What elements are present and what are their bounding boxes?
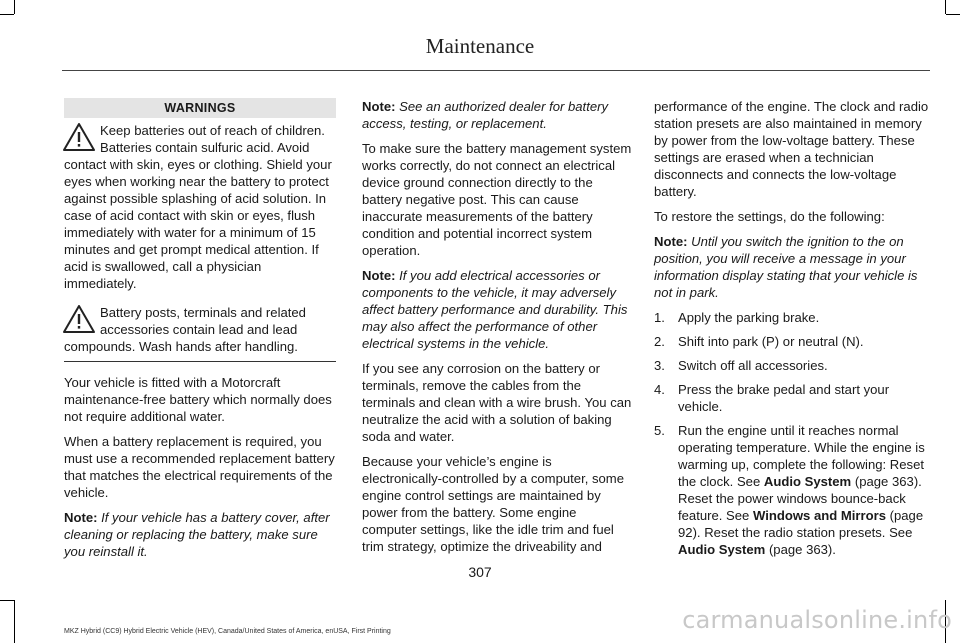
warning-text: Battery posts, terminals and related accessories contain lead and lead compounds. Wash hands after handling. [64, 305, 306, 354]
note [362, 267, 634, 352]
page-title: Maintenance [425, 34, 535, 58]
crop-mark [14, 0, 15, 14]
warnings-heading: WARNINGS [64, 98, 336, 118]
note-text: If you add electrical accessories or components to the vehicle, it may adversely affect battery performance and durability. This may also affect the performance of other electrical systems in the vehicle. [362, 268, 628, 351]
step-number: 5. [654, 423, 665, 438]
step-text: Run the engine until it reaches normal operating temperature. While the engine is warming up, complete the following: Reset the clock. See [678, 423, 925, 489]
note [362, 98, 634, 132]
crop-mark [14, 600, 15, 643]
note-label: Note: [654, 234, 688, 249]
step-number: 1. [654, 310, 665, 325]
step-text: (page 363). [765, 542, 836, 557]
step-number: 2. [654, 334, 665, 349]
step-item [654, 381, 929, 415]
note [64, 509, 336, 560]
paragraph: If you see any corrosion on the battery or terminals, remove the cables from the terminals and clean with a wire brush. You can neutralize the acid with a solution of baking soda and water. [362, 361, 632, 444]
note-text: Until you switch the ignition to the on position, you will receive a message in your information display stating that your vehicle is not in park. [654, 234, 918, 300]
note-label: Note: [64, 510, 98, 525]
paragraph: When a battery replacement is required, you must use a recommended replacement battery that matches the electrical requirements of the vehicle. [64, 434, 335, 500]
note [654, 233, 929, 301]
warning-item [64, 304, 336, 355]
note-label: Note: [362, 99, 396, 114]
step-text: Apply the parking brake. [678, 310, 820, 325]
step-item [654, 422, 929, 558]
warnings-divider [64, 361, 336, 362]
column-1 [64, 98, 336, 568]
crop-mark [946, 14, 960, 15]
step-text: Shift into park (P) or neutral (N). [678, 334, 864, 349]
cross-reference-link[interactable]: Windows and Mirrors [752, 508, 886, 523]
cross-reference-link[interactable]: Audio System [763, 474, 852, 489]
page-number: 307 [468, 564, 492, 580]
note-label: Note: [362, 268, 396, 283]
watermark: carmanualsonline.info [682, 606, 952, 634]
column-2 [362, 98, 634, 563]
paragraph: To restore the settings, do the following: [654, 209, 885, 224]
step-item [654, 333, 929, 350]
step-number: 4. [654, 382, 665, 397]
step-number: 3. [654, 358, 665, 373]
warning-item [64, 122, 336, 292]
paragraph: To make sure the battery management system works correctly, do not connect an electrical device ground connection directly to the battery negative post. This can cause inaccurate measurements of the battery condition and potential incorrect system operation. [362, 141, 632, 258]
warning-triangle-icon [62, 122, 96, 152]
warning-text: Keep batteries out of reach of children. Batteries contain sulfuric acid. Avoid contact with skin, eyes or clothing. Shield your eyes when working near the battery to protect against possible splashing of acid solution. In case of acid contact with skin or eyes, flush immediately with water for a minimum of 15 minutes and get prompt medical attention. If acid is swallowed, call a physician immediately. [64, 123, 332, 291]
paragraph: Because your vehicle’s engine is electronically-controlled by a computer, some engine control settings are maintained by power from the battery. Some engine computer settings, like the idle trim and fuel trim strategy, optimize the driveability and [362, 454, 624, 554]
cross-reference-link[interactable]: Audio System [678, 542, 766, 557]
paragraph: performance of the engine. The clock and radio station presets are also maintained in memory by power from the low-voltage battery. These settings are erased when a technician disconnects and connects the low-voltage battery. [654, 99, 929, 199]
step-item [654, 309, 929, 326]
steps-list [654, 309, 929, 558]
step-text: Press the brake pedal and start your vehicle. [678, 382, 890, 414]
warning-triangle-icon [62, 304, 96, 334]
note-text: See an authorized dealer for battery access, testing, or replacement. [362, 99, 609, 131]
paragraph: Your vehicle is fitted with a Motorcraft maintenance-free battery which normally does not require additional water. [64, 375, 332, 424]
note-text: If your vehicle has a battery cover, after cleaning or replacing the battery, make sure you reinstall it. [64, 510, 330, 559]
step-text: (page 92). Reset the radio station presets. See [678, 508, 924, 540]
crop-mark [0, 14, 14, 15]
step-text: (page 363). Reset the power windows bounce-back feature. See [678, 474, 922, 523]
step-text: Switch off all accessories. [678, 358, 828, 373]
footer-text: MKZ Hybrid (CC9) Hybrid Electric Vehicle (HEV), Canada/United States of America, enUSA, First Printing [64, 628, 391, 635]
column-3 [654, 98, 929, 565]
step-item [654, 357, 929, 374]
crop-mark [945, 0, 946, 14]
header-divider [62, 70, 930, 71]
crop-mark [0, 600, 14, 601]
